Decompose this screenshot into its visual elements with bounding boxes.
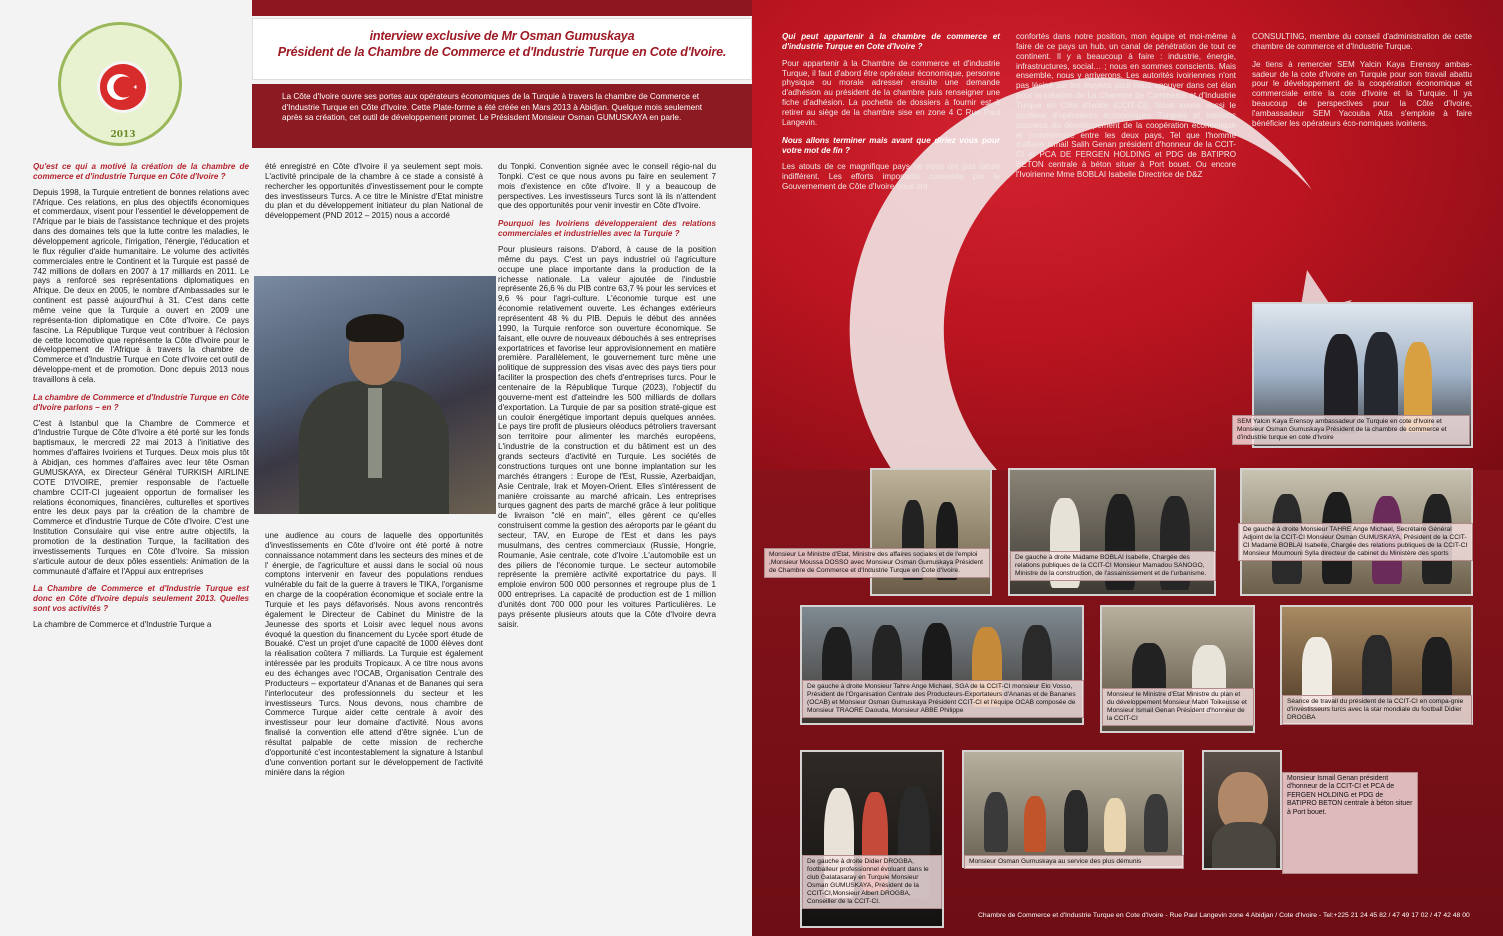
question-4: Pourquoi les Ivoiriens développeraient des relations commerciales et industrielles avec la Turquie ? xyxy=(498,219,716,239)
column-1 xyxy=(33,162,249,638)
footer-tel: Tel:+225 21 24 45 82 / 47 49 17 02 / 47 42 48 00 xyxy=(1322,912,1470,919)
right-page xyxy=(752,0,1503,936)
caption-ocab-meeting: De gauche à droite Monsieur Tahre Ange Michael, SGA de la CCIT-CI monsieur Elo Vosso, Président de l'Organisation Centrale des Producteurs-Exportateurs d'Ananas et de Bananes (OCAB) et Monsieur Osman Gumuskaya Président CCIT-CI et l'équipe OCAB composée de Monsieur TRAORE Daouda, Monsieur ABBE Philippe xyxy=(802,680,1084,718)
footer-sep-1: - xyxy=(1165,912,1170,919)
answer-6-start: Les atouts de ce magnifique pays ne nous ont pas laissé indifférent. Les efforts importants consentis par le Gouvernement de Côte d'Ivoire nous ont xyxy=(782,162,1000,192)
answer-5: Pour appartenir à la Chambre de commerce et d'industrie Turque, il faut d'abord être opérateur économique, personne physique ou morale adresser ensuite une demande d'adhésion au président de la chambre puis renseigner une fiche d'adhésion. La pochette de dossiers à fournir est à retirer au siège de la chambre sise en zone 4 C Rue Paul Langevin. xyxy=(782,58,1000,127)
president-portrait xyxy=(254,276,496,514)
question-3: La Chambre de Commerce et d'Industrie Turque est donc en Côte d'Ivoire depuis seulement 2013. Quelles sont vos activités ? xyxy=(33,584,249,614)
header-bar xyxy=(252,0,752,16)
column-3 xyxy=(498,162,716,638)
caption-ambassador: SEM Yalcin Kaya Erensoy ambassadeur de Turquie en cote d'Ivoire et Monsieur Osman Gumuskaya Président de la chambre de commerce et d'industrie turque en cote d'Ivoire xyxy=(1232,415,1470,445)
chamber-logo xyxy=(58,22,182,146)
article-title-line2: Président de la Chambre de Commerce et d'Industrie Turque en Cote d'Ivoire. xyxy=(277,44,727,59)
thanks-paragraph: Je tiens à remercier SEM Yalcin Kaya Erensoy ambas-sadeur de la cote d'Ivoire en Turquie pour son travail abattu pour le développement de la coopération économique et commerciale entre la cote d'Ivoire et la Turquie. Il ya beaucoup de perspectives pour la Côte d'Ivoire, l'ambassadeur SEM Yacouba Atta s'emploie à faire bénéficier les opérateurs éco-nomiques ivoiriens. xyxy=(1252,59,1472,128)
title-box xyxy=(252,18,752,80)
right-column-3-top: CONSULTING, membre du conseil d'administration de cette chambre de commerce et d'Industrie Turque. xyxy=(1252,32,1472,51)
photo-ismail-genan xyxy=(1202,750,1282,870)
caption-charity: Monsieur Osman Gumuskaya au service des plus démunis xyxy=(964,855,1184,869)
caption-minister-dosso: Monsieur Le Ministre d'Etat, Ministre des affaires sociales et de l'emploi ,Monsieur Moussa DOSSO avec Monsieur Osman Gumuskaya Président de Chambre de Commerce et d'Industrie Turque en Cote d'Ivoire. xyxy=(764,548,990,578)
logo-year: 2013 xyxy=(110,130,136,140)
footer-address: Rue Paul Langevin zone 4 Abidjan / Cote d'Ivoire xyxy=(1169,912,1318,919)
answer-2: C'est à Istanbul que la Chambre de Commerce et d'Industrie Turque de Côte d'Ivoire a été porté sur les fonds baptismaux, le mercredi 22 mai 2013 à l'initiative des hommes d'affaires Ivoiriens et Turques. Deux mois plus tôt à Abidjan, ces hommes d'affaires avec leur tête Osman GUMUSKAYA, ex Directeur Général TURKISH AIRLINE COTE D'IVOIRE, premier responsable de l'actuelle chambre CCIT-CI jugeaient opportun de formaliser les relations économiques, financières, culturelles et sportives entre les deux pays par la création de la chambre de Commerce et d'industrie Turque de Côte d'Ivoire. C'est une Institution Consulaire qui vise entre autre objectifs, la promotion de la destination Turque, la facilitation des investissements Turques en Côte d'Ivoire. Sa mission s'articule autour de deux pôles essentiels: Animation de la communauté d'affaire et l'Appui aux entreprises xyxy=(33,418,249,576)
question-5: Qui peut appartenir à la chambre de commerce et d'industrie Turque en Cote d'Ivoire ? xyxy=(782,32,1000,51)
caption-minister-sanogo: De gauche à droite Madame BOBLAI Isabelle, Chargée des relations publiques de la CCIT-CI Monsieur Mamadou SANOGO, Ministre de la construction, de l'assainissement et de l'urbanisme. xyxy=(1010,551,1216,581)
question-6: Nous allons terminer mais avant que diriez vous pour votre mot de fin ? xyxy=(782,135,1000,155)
question-1: Qu'est ce qui a motivé la création de la chambre de commerce et d'industrie Turque en Côte d'Ivoire ? xyxy=(33,162,249,181)
question-2: La chambre de Commerce et d'Industrie Turque en Côte d'Ivoire parlons – en ? xyxy=(33,392,249,412)
right-column-2: confortés dans notre position, mon équipe et moi-même à faire de ce pays un hub, un canal de pénétration de tout ce continent. Il y a beaucoup à faire : industrie, énergie, infrastructures, social… ; nous en sommes conscients. Mais ensemble, nous y arriverons. Les autorités ivoiriennes n'ont pas lésiné sur les moyens pour nous appuyer dans cet élan pour la création de La Chambre de Commerce et d'Industrie Turque en Côte d'Ivoire (CCIT-CI). Nous avons aussi le soutiens d'opérateurs économiques Turques et ivoiriens soucieux du développement de la coopération économique et commerciale entre les deux pays, Tel que l'homme d'affaire Ismail Salih Genan président d'honneur de la CCIT-CI et PCA DE FERGEN HOLDING et PDG de BATIPRO BETON centrale à béton situer à Port bouet. Ou encore l'Ivoirienne Mme BOBLAI Isabelle Directrice de D&Z xyxy=(1016,32,1236,180)
caption-drogba: De gauche à droite Didier DROGBA, footballeur professionnel évoluant dans le club Galatasaray en Turquie Monsieur Osman GUMUSKAYA, Président de la CCIT-CI,Monsieur Albert DROGBA, Conseiller de la CCIT-CI. xyxy=(802,855,942,909)
column-2-top: été enregistré en Côte d'Ivoire il ya seulement sept mois. L'activité principale de la chambre à ce stade a consisté à rechercher les opportunités d'investissement pour le compte des investisseurs Turcs. A ce titre le Ministre d'Etat ministre du plan et du développement initiateur du plan National de développement (PND 2012 – 2015) nous a accordé xyxy=(265,162,483,221)
photo-charity xyxy=(962,750,1184,868)
article-title-line1: interview exclusive de Mr Osman Gumuskaya xyxy=(369,29,635,43)
caption-sports-ministry: De gauche à droite Monsieur TAHRE Ange Michael, Secrétaire Général Adjoint de la CCIT-CI Monsieur Osman GUMUSKAYA, Président de la CCIT-CI Madame BOBLAI Isabelle, Chargée des relations publiques de la CCIT-CI Monsieur Moumouni Sylla directeur de cabinet du Ministère des sports xyxy=(1238,523,1473,561)
page-footer xyxy=(978,912,1498,920)
right-column-1 xyxy=(782,32,1000,200)
caption-drogba-meeting: Séance de travail du président de la CCIT-CI en compa-gnie d'investisseurs turcs avec la star mondiale du football Didier DROGBA xyxy=(1282,695,1472,725)
intro-box: La Côte d'Ivoire ouvre ses portes aux opérateurs économiques de la Turquie à travers la chambre de Commerce et d'Industrie Turque en Côte d'Ivoire. Cette Plate-forme a été créée en Mars 2013 à Abidjan. Quelque mois seulement après sa création, cet outil de développement promet. Le Présisdent Monsieur Osman GUMUSKAYA en parle. xyxy=(252,84,752,148)
caption-ismail-genan: Monsieur Ismail Genan président d'honneur de la CCIT-CI et PCA de FERGEN HOLDING et PDG de BATIPRO BETON centrale à béton situer à Port bouet. xyxy=(1282,772,1418,874)
caption-minister-mabri: Monsieur le Ministre d'Etat Ministre du plan et du développement Monsieur Mabri Toikeusse et Monsieur Ismail Genan Président d'honneur de la CCIT-CI xyxy=(1102,688,1254,726)
footer-sep-2: - xyxy=(1318,912,1323,919)
crescent-star-icon xyxy=(97,61,149,113)
answer-3-start: La chambre de Commerce et d'Industrie Turque a xyxy=(33,619,212,629)
right-column-3 xyxy=(1252,32,1472,137)
footer-org: Chambre de Commerce et d'Industrie Turque en Cote d'Ivoire xyxy=(978,912,1164,919)
answer-4: Pour plusieurs raisons. D'abord, à cause de la position même du pays. C'est un pays industriel où l'agriculture occupe une place importante dans la production de la richesse nationale. La valeur ajoutée de l'industrie représente 26,6 % du PIB contre 63,7 % pour les services et 9,6 % pour l'agri-culture. L'économie turque est une économie relativement ouverte. Les échanges extérieurs représentent 48 % du PIB. Depuis le début des années 1990, la Turquie renforce son ouverture économique. Se faisant, elle ouvre de nouveaux débouchés à ses entreprises exportatrices et favorise leur approvisionnement en matière première. Parallèlement, le gouvernement turc mène une politique de suppression des visas avec des pays tiers pour faciliter la prospection des chefs d'entreprises turcs. Pour le centenaire de la République Turque (2023), l'objectif du gouverne-ment est d'atteindre les 500 milliards de dollars d'exportation. La Turquie de par sa position straté-gique est un couloir énergétique important depuis quelques années. Le pays tire profit de plusieurs oléoducs pétroliers traversant son territoire pour alimenter les marchés européens, L'industrie de la construction et du bâtiment est un des grands secteurs d'activité en Turquie. Les sociétés de constructions turques ont une bonne implantation sur les marchés étrangers : Europe de l'Est, Russie, Azerbaidjan, Asie Centrale, Irak et Moyen-Orient. Elles s'intéressent de manière croissante au marché africain. Les entreprises turques gagnent des parts de marché grâce à leur politique de livraison "clé en main", elles gèrent ce qu'elles construisent comme la gestion des aéroports par le géant du secteur, TAV, en Europe de l'Est et dans les pays musulmans, des centres commerciaux (Russie, Hongrie, Roumanie, Asie centrale, cote d'Ivoire .L'automobile est un des piliers de l'économie turque. Le secteur automobile représente la première activité exportatrice du pays. Il emploie environ 500 000 personnes et regroupe plus de 1 000 entreprises. La capacité de production est de 1 million d'unités dont 700 000 pour les voitures Particulières. Le pays présente plusieurs atouts que la Côte d'Ivoire devra saisir. xyxy=(498,245,716,629)
column-2-bottom: une audience au cours de laquelle des opportunités d'investissements en Côte d'Ivoire ont été porté à notre connaissance notamment dans les secteurs des mines et de l' énergie, de l'agriculture et aussi dans le social où nous comptons intervenir en faveur des populations rendues vulnérable du fait de la guerre à travers le TIKA, l'organisme en charge de la coopération économique et sociale entre la Turquie et les pays défavorisés. Nous avons rencontrés également le Directeur de Cabinet du Ministre de la Jeunesse des sports et Loisir avec lequel nous avons évoqué la question du financement du Lycée sport étude de Bouaké. C'est un projet d'une capacité de 1000 élèves dont la réalisation coûtera 7 milliards. La Turquie est également intéressée par les produits Tropicaux. A ce titre nous avons eu des échanges avec l'OCAB, Organisation Centrale des Producteurs – exportateur d'Ananas et de Bananes qui sera l'interlocuteur des professionnels du secteur et les investisseurs Turcs. Nous devons, nous chambre de Commerce Turque aider cette centrale à avoir des investisseur pour leur domaine d'activité. Nous avons finalisé la convention elle attend d'être signée. L'un de résultat palpable de cette mission de recherche d'opportunité c'est incontestablement la signature à Istanbul d'une convention portant sur le développement de l'activité minière dans la région xyxy=(265,531,483,777)
answer-1: Depuis 1998, la Turquie entretient de bonnes relations avec l'Afrique. Ces relations, en plus des objectifs économiques et commerdaux, visent pour l'essentiel le développement de l'Afrique par le biais de l'assistance technique et des projets dans des domaines tels que la lutte contre les maladies, le développement agricole, l'irrigation, l'énergie, l'éducation et le flux régulier d'aide humanitaire. Le volume des activités commerciales entre le Continent et la Turquie est passé de 742 millions de dollars en 2007 à 17 milliards en 2011. Le pays a renforcé ses représentations diplomatiques en Afrique. De deux en 2005, le nombre d'Ambassades sur le continent est passé aujourd'hui à 31. C'est dans cette même veine que la Turquie a ouvert en 2009 une représenta-tion diplomatique en Côte d'Ivoire. Ce pays fascine. La République Turque veut contribuer à l'éclosion de cette locomotive que représente la Côte d'Ivoire pour le développement de l'Afrique à travers la chambre de Commerce et d'Industrie Turque en Cote d'Ivoire cet outil de développe-ment et de promotion. Donc depuis 2013 nous travaillons à cela. xyxy=(33,187,249,385)
portrait-tie xyxy=(368,388,382,478)
portrait-hair xyxy=(346,314,404,342)
column-3-top: du Tonpki. Convention signée avec le conseil régio-nal du Tonpki. C'est ce que nous avons pu faire en seulement 7 mois d'existence en côte d'Ivoire. Il y a beaucoup de perspectives. Les investisseurs Turcs sont là ils n'attendent que des opportunités pour venir investir en Côte d'Ivoire. xyxy=(498,162,716,211)
